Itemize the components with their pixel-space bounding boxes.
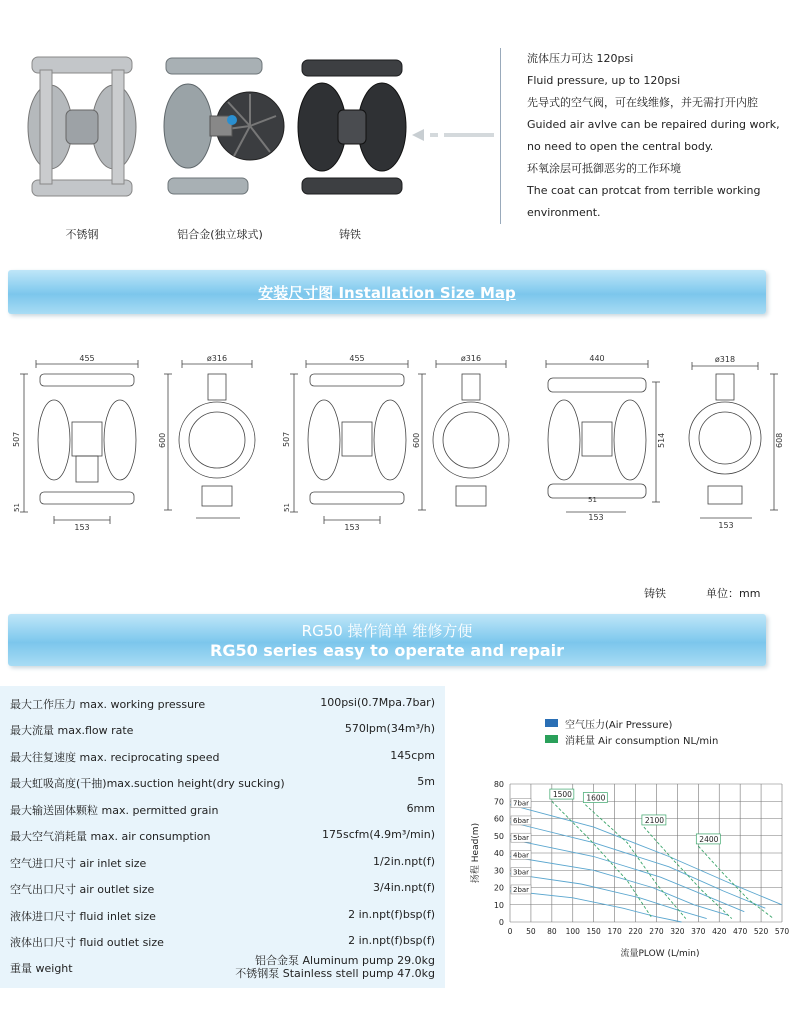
- dim-foot-label: 153: [74, 523, 90, 532]
- drawing-front-1: [14, 352, 154, 532]
- drawing-side-1: [160, 352, 270, 532]
- weight-aluminum: 铝合金泵 Aluminum pump 29.0kg: [255, 954, 435, 967]
- series-banner: [8, 614, 766, 666]
- unit-note: 单位：mm: [706, 587, 761, 600]
- x-tick-label: 100: [565, 927, 580, 936]
- legend-label: 空气压力(Air Pressure): [565, 720, 673, 731]
- y-tick-label: 0: [498, 918, 504, 927]
- chart-legend: [545, 716, 718, 748]
- spec-value: [235, 954, 435, 980]
- series-line-2bar: [510, 891, 682, 922]
- feature-line: 先导式的空气阀，可在线维修，并无需打开内腔: [527, 96, 758, 109]
- x-tick-label: 270: [649, 927, 664, 936]
- product-photo-castiron: [292, 52, 412, 202]
- dim-foot-label: 153: [718, 521, 734, 530]
- x-axis-label: 流量PLOW (L/min): [620, 949, 700, 959]
- dim-height-label: 600: [412, 432, 421, 448]
- bar-label: 4bar: [513, 851, 530, 860]
- series-line-2400: [698, 846, 773, 919]
- spec-row: [10, 928, 435, 954]
- spec-value: 3/4in.npt(f): [373, 881, 435, 894]
- spec-value: 1/2in.npt(f): [373, 855, 435, 868]
- dim-foot-label: 153: [588, 513, 604, 522]
- performance-chart: [464, 776, 794, 972]
- weight-stainless: 不锈钢泵 Stainless stell pump 47.0kg: [235, 967, 435, 980]
- pump-stainless-icon: [22, 52, 142, 202]
- spec-key: 液体进口尺寸 fluid inlet size: [10, 910, 156, 923]
- dim-height-label: 507: [12, 431, 21, 447]
- spec-value: 175scfm(4.9m³/min): [321, 828, 435, 841]
- y-tick-label: 50: [493, 831, 504, 841]
- dim-height-label: 600: [158, 432, 167, 448]
- dim-width-label: 455: [79, 354, 95, 363]
- feature-line: environment.: [527, 206, 601, 219]
- spec-value: 145cpm: [390, 749, 435, 762]
- spec-row: [10, 849, 435, 875]
- feature-list: [500, 48, 790, 224]
- product-label-castiron: 铸铁: [339, 228, 361, 241]
- y-tick-label: 60: [493, 814, 504, 824]
- spec-row: [10, 690, 435, 716]
- feature-line: Guided air avlve can be repaired during work,: [527, 118, 780, 131]
- x-tick-label: 50: [526, 927, 536, 936]
- product-label-aluminum: 铝合金(独立球式): [177, 228, 263, 241]
- spec-key: 最大往复速度 max. reciprocating speed: [10, 751, 220, 764]
- x-tick-label: 220: [628, 927, 643, 936]
- dim-height-label: 514: [657, 432, 666, 448]
- series-title-cn: RG50 操作简单 维修方便: [301, 622, 473, 640]
- x-tick-label: 320: [670, 927, 685, 936]
- series-line-1500: [552, 801, 653, 918]
- y-tick-label: 80: [493, 780, 504, 789]
- spec-row: [10, 769, 435, 795]
- spec-key: 最大空气消耗量 max. air consumption: [10, 830, 211, 843]
- product-photo-stainless: [22, 52, 142, 202]
- drawing-side-2: [414, 352, 524, 532]
- drawing-side-3: [668, 352, 786, 532]
- x-tick-label: 150: [586, 927, 601, 936]
- pointer-arrow-icon: [412, 128, 497, 142]
- spec-value: 2 in.npt(f)bsp(f): [348, 908, 435, 921]
- x-tick-label: 520: [753, 927, 769, 936]
- legend-label: 消耗量 Air consumption NL/min: [565, 736, 719, 747]
- spec-value: 570lpm(34m³/h): [344, 722, 435, 735]
- spec-row: [10, 716, 435, 742]
- spec-row: [10, 902, 435, 928]
- dim-height-label: 608: [775, 432, 784, 448]
- spec-key: 重量 weight: [10, 962, 73, 975]
- y-tick-label: 30: [493, 866, 504, 876]
- drawing-front-2: [284, 352, 424, 532]
- drawing-front-3: [530, 352, 665, 532]
- dim-foot-label: 153: [344, 523, 360, 532]
- feature-line: 流体压力可达 120psi: [527, 52, 634, 65]
- legend-item: [545, 732, 718, 748]
- spec-key: 最大流量 max.flow rate: [10, 724, 134, 737]
- spec-row: [10, 796, 435, 822]
- legend-swatch: [545, 735, 558, 743]
- x-tick-label: 470: [732, 927, 748, 936]
- spec-value: 100psi(0.7Mpa.7bar): [320, 696, 435, 709]
- spec-key: 空气进口尺寸 air inlet size: [10, 857, 147, 870]
- x-tick-label: 370: [691, 927, 706, 936]
- dim-width-label: 455: [349, 354, 365, 363]
- feature-line: no need to open the central body.: [527, 140, 714, 153]
- spec-value: 6mm: [406, 802, 435, 815]
- spec-row: [10, 822, 435, 848]
- consumption-label: 2400: [699, 834, 719, 844]
- installation-banner: [8, 270, 766, 314]
- bar-label: 6bar: [513, 816, 530, 825]
- pump-aluminum-icon: [158, 52, 282, 202]
- product-label-stainless: 不锈钢: [65, 228, 99, 241]
- consumption-label: 1600: [586, 793, 606, 803]
- x-tick-label: 420: [712, 927, 727, 936]
- spec-row-weight: [10, 954, 435, 984]
- dim-base-label: 51: [13, 503, 21, 512]
- x-tick-label: 80: [547, 927, 557, 936]
- spec-key: 最大输送固体颗粒 max. permitted grain: [10, 804, 219, 817]
- y-tick-label: 10: [493, 900, 504, 910]
- spec-key: 最大虹吸高度(干抽)max.suction height(dry sucking): [10, 777, 285, 790]
- spec-value: 5m: [417, 775, 435, 788]
- spec-row: [10, 743, 435, 769]
- series-title-en: RG50 series easy to operate and repair: [210, 641, 564, 660]
- spec-table: [0, 686, 445, 988]
- x-tick-label: 570: [774, 927, 790, 936]
- x-tick-label: 0: [507, 927, 513, 936]
- spec-key: 液体出口尺寸 fluid outlet size: [10, 936, 164, 949]
- product-photo-aluminum: [158, 52, 282, 202]
- dim-width-label: 440: [589, 354, 605, 363]
- consumption-label: 1500: [552, 790, 572, 800]
- series-line-4bar: [510, 857, 728, 916]
- dim-base-label: 51: [283, 503, 291, 512]
- spec-key: 空气出口尺寸 air outlet size: [10, 883, 155, 896]
- feature-line: The coat can protcat from terrible working: [527, 184, 761, 197]
- y-tick-label: 40: [493, 849, 504, 858]
- bar-label: 7bar: [513, 799, 530, 808]
- dim-base-label: 51: [588, 496, 597, 504]
- installation-title: 安装尺寸图 Installation Size Map: [258, 284, 516, 302]
- dim-dia-label: ø318: [714, 355, 736, 364]
- y-axis-label: 扬程 Head(m): [471, 822, 481, 884]
- pump-castiron-icon: [292, 52, 412, 202]
- series-line-5bar: [510, 839, 744, 912]
- y-tick-label: 20: [493, 883, 504, 893]
- dim-dia-label: ø316: [206, 354, 228, 363]
- consumption-label: 2100: [644, 815, 665, 825]
- material-note: 铸铁: [644, 587, 666, 600]
- feature-line: Fluid pressure, up to 120psi: [527, 74, 681, 87]
- x-tick-label: 170: [607, 927, 622, 936]
- spec-key: 最大工作压力 max. working pressure: [10, 698, 206, 711]
- dim-height-label: 507: [282, 431, 291, 447]
- legend-item: [545, 716, 718, 732]
- bar-label: 3bar: [513, 868, 530, 877]
- feature-line: 环氧涂层可抵御恶劣的工作环境: [527, 162, 681, 175]
- legend-swatch: [545, 719, 558, 727]
- bar-label: 5bar: [513, 834, 530, 843]
- y-tick-label: 70: [493, 797, 504, 807]
- bar-label: 2bar: [513, 885, 530, 894]
- dim-dia-label: ø316: [460, 354, 482, 363]
- spec-value: 2 in.npt(f)bsp(f): [348, 934, 435, 947]
- spec-row: [10, 875, 435, 901]
